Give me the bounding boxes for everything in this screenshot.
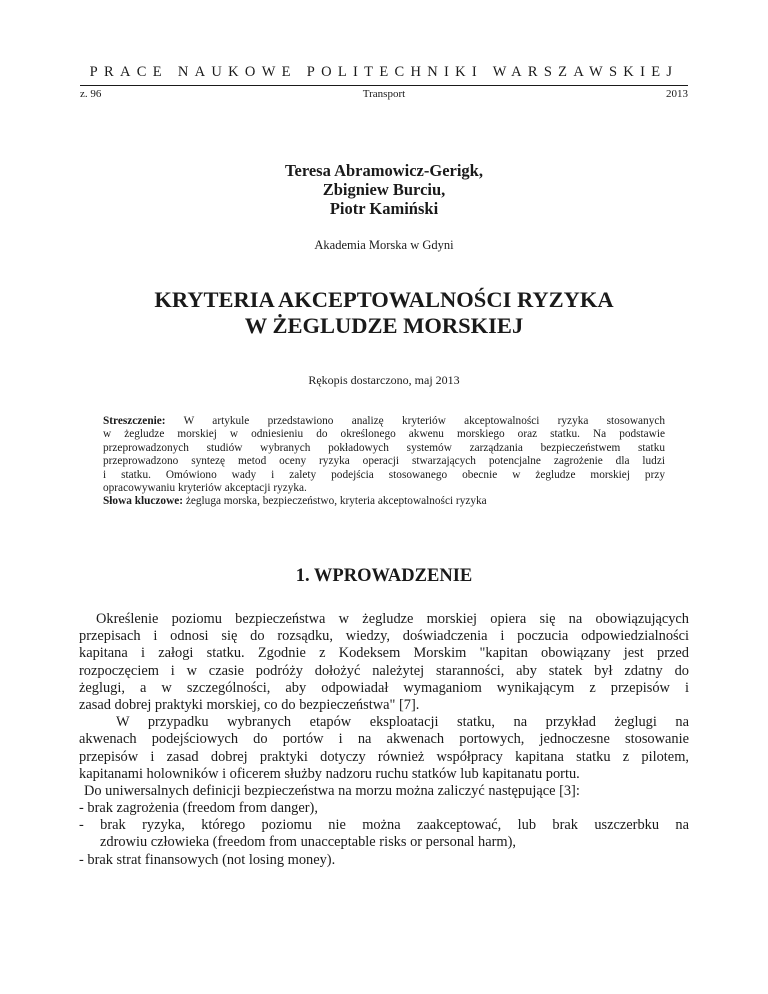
body-line: kapitanami holowników i oficerem służby nadzoru ruchu statków lub kapitanatu portu. bbox=[79, 765, 580, 782]
abstract-line: w żegludze morskiej w odniesieniu do określonego akwenu morskiego oraz statku. Na podstawie bbox=[103, 428, 665, 441]
abstract-line bbox=[103, 415, 665, 428]
keywords-label: Słowa kluczowe: bbox=[103, 495, 184, 508]
author-name: Teresa Abramowicz-Gerigk, bbox=[285, 161, 483, 180]
body-text bbox=[79, 611, 689, 869]
author-list bbox=[0, 161, 768, 218]
body-line: W przypadku wybranych etapów eksploatacji statku, na przykład żeglugi na bbox=[116, 714, 689, 731]
paper-title-line: KRYTERIA AKCEPTOWALNOŚCI RYZYKA bbox=[154, 287, 614, 312]
paper-title bbox=[0, 287, 768, 339]
list-item: - brak ryzyka, którego poziomu nie można zaakceptować, lub brak uszczerbku na bbox=[79, 817, 689, 834]
abstract-label: Streszczenie: bbox=[103, 415, 166, 427]
body-line: żeglugi, a w szczególności, aby odpowiadał wymaganiom wynikającym z przepisów i bbox=[79, 679, 689, 696]
abstract-line: i statku. Omówiono wady i zalety podejścia stosowanego obecnie w żegludze morskiej przy bbox=[103, 468, 665, 481]
keywords-line bbox=[103, 495, 665, 508]
journal-series-title: PRACE NAUKOWE POLITECHNIKI WARSZAWSKIEJ bbox=[89, 64, 679, 80]
journal-subject: Transport bbox=[362, 88, 406, 100]
received-date: Rękopis dostarczono, maj 2013 bbox=[308, 373, 460, 387]
body-line: przepisach i odnosi się do rozsądku, wiedzy, doświadczenia i poczucia odpowiedzialności bbox=[79, 628, 689, 645]
paper-title-line: W ŻEGLUDZE MORSKIEJ bbox=[244, 313, 524, 338]
body-line: akwenach podejściowych do portów i na akwenach portowych, jednoczesne stosowanie bbox=[79, 731, 689, 748]
abstract bbox=[103, 415, 665, 509]
body-line: kapitana i załogi statku. Zgodnie z Kodeksem Morskim "kapitan obowiązany jest przed bbox=[79, 645, 689, 662]
body-line: zasad dobrej praktyki morskiej, co do bezpieczeństwa" [7]. bbox=[79, 696, 420, 713]
affiliation: Akademia Morska w Gdyni bbox=[314, 238, 454, 252]
journal-volume: z. 96 bbox=[80, 88, 102, 100]
header-rule bbox=[80, 85, 688, 86]
abstract-line: przeprowadzonych studiów wybranych pokładowych systemów zarządzania bezpieczeństwem statku bbox=[103, 441, 665, 454]
keywords-text: żegluga morska, bezpieczeństwo, kryteria akceptowalności ryzyka bbox=[185, 495, 487, 508]
author-name: Piotr Kamiński bbox=[329, 199, 439, 218]
list-item-continuation: zdrowiu człowieka (freedom from unacceptable risks or personal harm), bbox=[100, 834, 516, 851]
author-name: Zbigniew Burciu, bbox=[322, 180, 446, 199]
journal-year: 2013 bbox=[666, 88, 688, 100]
body-line: rozpoczęciem i w czasie podróży dołożyć należytej staranności, aby statek był zdatny do bbox=[79, 662, 689, 679]
body-line: Do uniwersalnych definicji bezpieczeństwa na morzu można zaliczyć następujące [3]: bbox=[84, 782, 580, 799]
section-heading: 1. WPROWADZENIE bbox=[295, 566, 473, 586]
list-item: - brak strat finansowych (not losing money). bbox=[79, 851, 336, 868]
abstract-text: W artykule przedstawiono analizę kryteriów akceptowalności ryzyka stosowanych bbox=[183, 415, 665, 427]
abstract-line: przeprowadzono syntezę metod oceny ryzyka operacji stwarzających potencjalne zagrożenie dla ludzi bbox=[103, 455, 665, 468]
body-line: przepisów i zasad dobrej praktyki dotyczy również współpracy kapitana statku z pilotem, bbox=[79, 748, 689, 765]
list-item: - brak zagrożenia (freedom from danger), bbox=[79, 800, 318, 817]
abstract-line: opracowywaniu kryteriów akceptacji ryzyka. bbox=[103, 481, 307, 494]
body-line: Określenie poziomu bezpieczeństwa w żegludze morskiej opiera się na obowiązujących bbox=[96, 611, 689, 627]
